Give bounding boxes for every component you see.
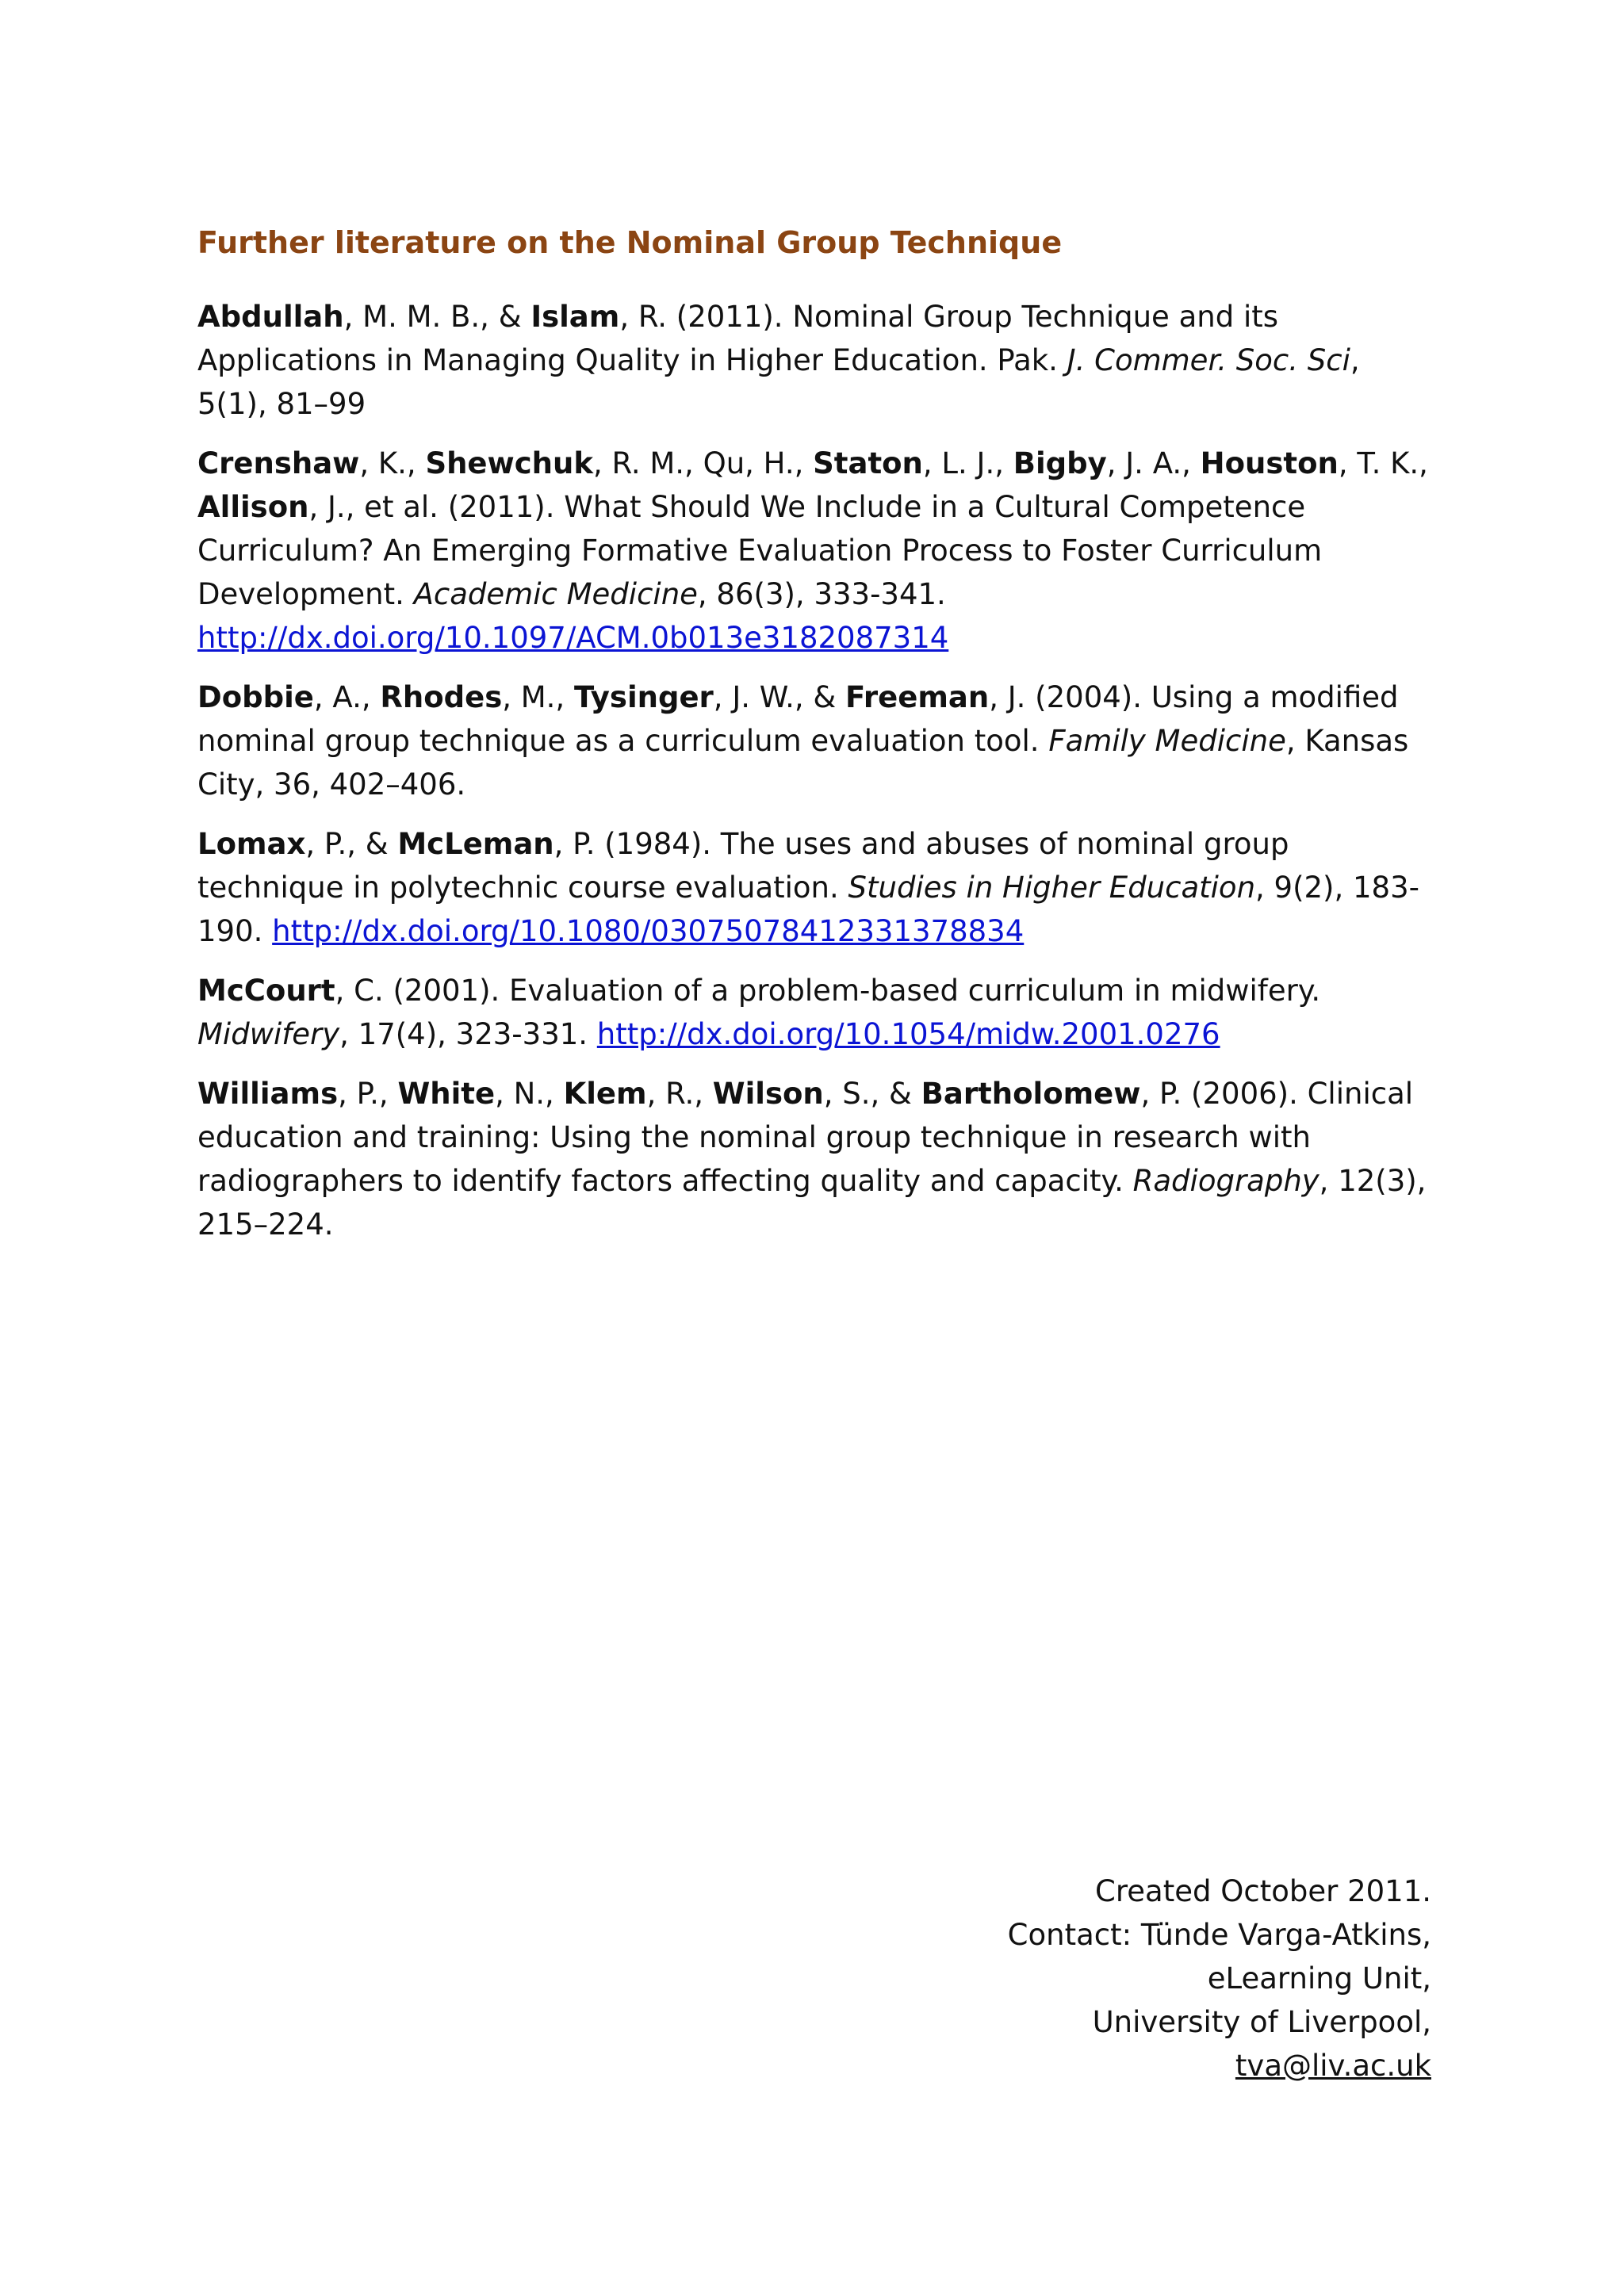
doi-link[interactable]: http://dx.doi.org/10.1054/midw.2001.0276 — [596, 1016, 1220, 1051]
journal-title: Midwifery — [197, 1016, 340, 1051]
reference-text: , Kansas City, 36, 402–406. — [197, 723, 1409, 802]
reference-text: , T. K., — [1338, 446, 1428, 480]
journal-title: J. Commer. Soc. Sci — [1067, 342, 1350, 377]
author-name: Abdullah — [197, 299, 344, 334]
page-title: Further literature on the Nominal Group Technique — [197, 225, 1063, 260]
author-name: Shewchuk — [425, 446, 593, 480]
reference-text: , 17(4), 323-331. — [339, 1016, 597, 1051]
reference-text: , 12(3), 215–224. — [197, 1163, 1427, 1242]
journal-title: Family Medicine — [1048, 723, 1286, 758]
reference-text: , P. (1984). The uses and abuses of nominal group technique in polytechnic course evaluation. — [197, 826, 1289, 905]
contact-name: Contact: Tünde Varga-Atkins, — [1007, 1918, 1431, 1952]
journal-title: Radiography — [1132, 1163, 1320, 1198]
author-name: Wilson — [712, 1076, 824, 1111]
author-name: Dobbie — [197, 679, 314, 714]
reference-text: , J., et al. (2011). What Should We Include in a Cultural Competence Curriculum? An Emerging Formative Evaluation Process to Foster Curriculum Development. — [197, 489, 1323, 611]
reference-text: , J. W., & — [713, 679, 845, 714]
reference-text: , K., — [359, 446, 426, 480]
journal-title: Studies in Higher Education — [848, 870, 1256, 905]
document-body — [197, 225, 1434, 1262]
reference-mccourt — [197, 969, 1434, 1056]
reference-text: , 5(1), 81–99 — [197, 342, 1360, 421]
reference-text: , J. A., — [1106, 446, 1201, 480]
reference-crenshaw — [197, 442, 1434, 660]
reference-text: , C. (2001). Evaluation of a problem-based curriculum in midwifery. — [335, 973, 1321, 1008]
author-name: Tysinger — [573, 679, 714, 714]
author-name: Freeman — [845, 679, 990, 714]
reference-text: , R. M., Qu, H., — [592, 446, 814, 480]
author-name: McCourt — [197, 973, 335, 1008]
reference-text: , R. (2011). Nominal Group Technique and its Applications in Managing Quality in Higher Education. Pak. — [197, 299, 1279, 377]
reference-text: , N., — [495, 1076, 564, 1111]
author-name: Lomax — [197, 826, 306, 861]
reference-abdullah — [197, 295, 1434, 426]
reference-text: , 86(3), 333-341. — [697, 576, 946, 611]
created-date: Created October 2011. — [1095, 1874, 1431, 1908]
reference-text: , P. (2006). Clinical education and training: Using the nominal group technique in research with radiographers to identify factors affecting quality and capacity. — [197, 1076, 1414, 1198]
author-name: McLeman — [397, 826, 554, 861]
reference-text: , J. (2004). Using a modified nominal group technique as a curriculum evaluation tool. — [197, 679, 1399, 758]
author-name: Williams — [197, 1076, 339, 1111]
author-name: Klem — [563, 1076, 647, 1111]
author-name: Crenshaw — [197, 446, 360, 480]
contact-university: University of Liverpool, — [1092, 2005, 1431, 2039]
reference-williams — [197, 1072, 1434, 1246]
reference-text: , S., & — [823, 1076, 921, 1111]
reference-dobbie — [197, 675, 1434, 806]
reference-text: , M., — [502, 679, 574, 714]
contact-unit: eLearning Unit, — [1207, 1961, 1431, 1996]
author-name: Bigby — [1013, 446, 1107, 480]
reference-text: , L. J., — [922, 446, 1013, 480]
reference-text: , 9(2), 183-190. — [197, 870, 1419, 948]
journal-title: Academic Medicine — [413, 576, 698, 611]
author-name: Islam — [530, 299, 620, 334]
author-name: Staton — [813, 446, 923, 480]
contact-email-link[interactable]: tva@liv.ac.uk — [1235, 2049, 1431, 2083]
reference-text: , P., & — [305, 826, 398, 861]
author-name: Bartholomew — [921, 1076, 1141, 1111]
reference-text: , R., — [646, 1076, 713, 1111]
reference-text: , A., — [313, 679, 381, 714]
author-name: Rhodes — [380, 679, 503, 714]
author-name: White — [397, 1076, 496, 1111]
author-name: Houston — [1200, 446, 1339, 480]
doi-link[interactable]: http://dx.doi.org/10.1080/03075078412331378834 — [272, 913, 1025, 948]
doi-link[interactable]: http://dx.doi.org/10.1097/ACM.0b013e3182087314 — [197, 620, 949, 655]
reference-text: , P., — [338, 1076, 398, 1111]
contact-footer — [1008, 1869, 1431, 2087]
reference-text: , M. M. B., & — [343, 299, 531, 334]
author-name: Allison — [197, 489, 309, 524]
reference-lomax — [197, 822, 1434, 953]
